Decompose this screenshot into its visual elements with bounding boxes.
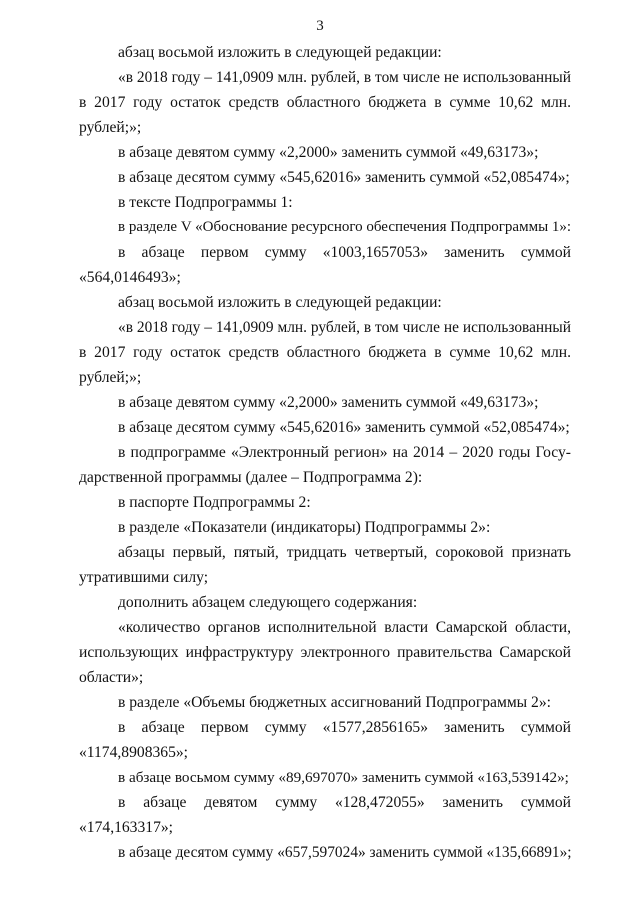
text-line: в разделе «Объемы бюджетных ассигнований Подпрограммы 2»: [118, 694, 551, 711]
text-line: «количество органов исполнительной власти Самарской области, [118, 619, 571, 636]
text-line: утратившими силу; [79, 569, 209, 586]
text-line: абзацы первый, пятый, тридцать четвертый, сороковой признать [118, 544, 571, 561]
text-line: «564,0146493»; [79, 269, 181, 286]
text-line: в абзаце десятом сумму «545,62016» заменить суммой «52,085474»; [118, 169, 570, 186]
text-line: в абзаце девятом сумму «2,2000» заменить суммой «49,63173»; [118, 144, 539, 161]
text-line: «1174,8908365»; [79, 744, 189, 761]
text-line: в 2017 году остаток средств областного бюджета в сумме 10,62 млн. [79, 344, 571, 361]
text-line: в абзаце восьмом сумму «89,697070» заменить суммой «163,539142»; [118, 769, 569, 786]
document-body [79, 40, 571, 865]
page-number: 3 [316, 18, 324, 34]
text-line: в 2017 году остаток средств областного бюджета в сумме 10,62 млн. [79, 94, 571, 111]
text-line: в подпрограмме «Электронный регион» на 2014 – 2020 годы Госу- [118, 444, 571, 461]
text-line: области»; [79, 669, 144, 686]
text-line: в тексте Подпрограммы 1: [118, 194, 293, 211]
text-line: «в 2018 году – 141,0909 млн. рублей, в том числе не использованный [118, 69, 571, 86]
text-line: в абзаце девятом сумму «128,472055» заменить суммой [118, 794, 571, 811]
text-line: дарственной программы (далее – Подпрограмма 2): [79, 469, 423, 486]
text-line: дополнить абзацем следующего содержания: [118, 594, 418, 611]
text-line: в абзаце первом сумму «1003,1657053» заменить суммой [118, 244, 571, 261]
text-line: использующих инфраструктуру электронного правительства Самарской [79, 644, 571, 661]
text-line: «в 2018 году – 141,0909 млн. рублей, в том числе не использованный [118, 319, 571, 336]
text-line: «174,163317»; [79, 819, 173, 836]
text-line: в разделе «Показатели (индикаторы) Подпрограммы 2»: [118, 519, 491, 536]
text-line: в абзаце девятом сумму «2,2000» заменить суммой «49,63173»; [118, 394, 539, 411]
text-line: абзац восьмой изложить в следующей редакции: [118, 294, 442, 311]
text-line: в абзаце десятом сумму «545,62016» заменить суммой «52,085474»; [118, 419, 570, 436]
text-line: в разделе V «Обоснование ресурсного обеспечения Подпрограммы 1»: [118, 219, 572, 235]
text-line: абзац восьмой изложить в следующей редакции: [118, 44, 442, 61]
text-line: в абзаце десятом сумму «657,597024» заменить суммой «135,66891»; [118, 844, 572, 861]
text-line: в паспорте Подпрограммы 2: [118, 494, 311, 511]
text-line: рублей;»; [79, 119, 142, 136]
text-line: рублей;»; [79, 369, 142, 386]
text-line: в абзаце первом сумму «1577,2856165» заменить суммой [118, 719, 571, 736]
